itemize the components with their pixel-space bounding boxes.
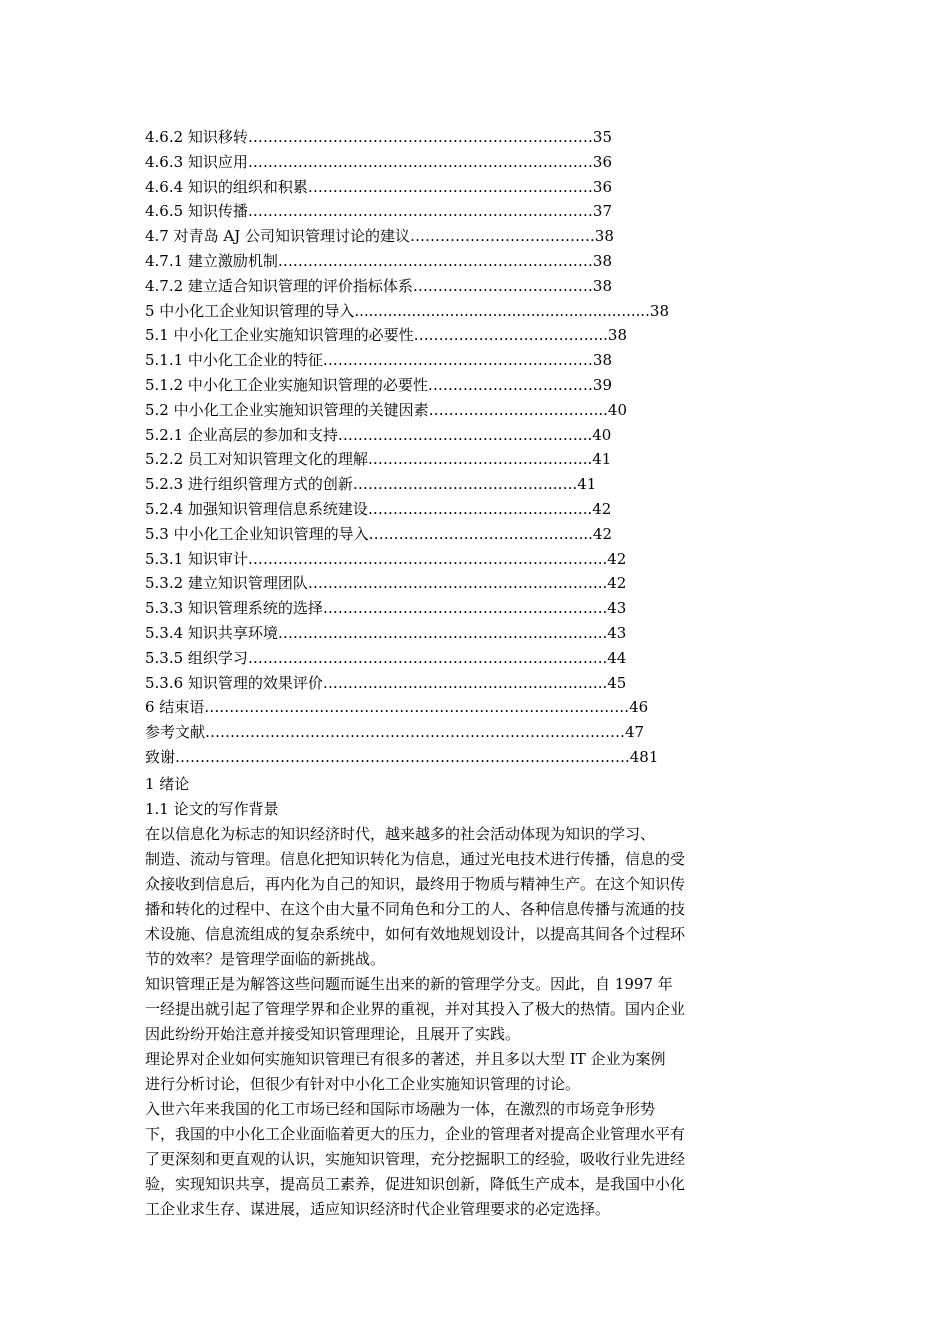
toc-entry: 5.2.4 加强知识管理信息系统建设……………………………………...42	[145, 499, 612, 518]
table-of-contents	[145, 125, 705, 770]
toc-entry: 4.6.5 知识传播……………………………………………………………37	[145, 202, 613, 221]
toc-entry: 5.3.1 知识审计……………………………………………………………...42	[145, 549, 627, 568]
text-line: 了更深刻和更直观的认识，实施知识管理，充分挖掘职工的经验，吸收行业先进经	[145, 1150, 686, 1168]
toc-entry: 5.3.4 知识共享环境………………………………………………………...43	[145, 623, 627, 642]
text-line: 进行分析讨论，但很少有针对中小化工企业实施知识管理的讨论。	[145, 1075, 581, 1093]
toc-entry: 5.2.2 员工对知识管理文化的理解……………………………………...41	[145, 450, 612, 469]
paragraph	[145, 972, 755, 1047]
paragraph	[145, 1097, 755, 1222]
toc-entry: 5.1.2 中小化工企业实施知识管理的必要性……………………………39	[145, 375, 613, 394]
toc-entry: 参考文献…………………………………………………………………………47	[145, 723, 645, 742]
paragraph	[145, 1047, 755, 1097]
toc-entry: 4.7.2 建立适合知识管理的评价指标体系………………………………38	[145, 276, 613, 295]
toc-entry: 5.2.3 进行组织管理方式的创新…………………………………..….41	[145, 475, 597, 494]
text-line: 众接收到信息后，再内化为自己的知识，最终用于物质与精神生产。在这个知识传	[145, 875, 686, 893]
toc-entry: 致谢……………………………………………………………………………….481	[145, 747, 659, 766]
section-heading: 1.1 论文的写作背景	[145, 800, 279, 818]
toc-entry: 5.3.5 组织学习……………………………………………………………...44	[145, 648, 627, 667]
text-line: 下，我国的中小化工企业面临着更大的压力，企业的管理者对提高企业管理水平有	[145, 1125, 686, 1143]
toc-entry: 5 中小化工企业知识管理的导入..............................................................38	[145, 301, 670, 320]
toc-entry: 5.3.6 知识管理的效果评价………………………………………………...45	[145, 673, 627, 692]
toc-entry: 5.2.1 企业高层的参加和支持…………………………………………...40	[145, 425, 612, 444]
text-line: 制造、流动与管理。信息化把知识转化为信息，通过光电技术进行传播，信息的受	[145, 850, 686, 868]
toc-entry: 5.3.2 建立知识管理团队…………………………………………………...42	[145, 574, 627, 593]
text-line: 播和转化的过程中、在这个由大量不同角色和分工的人、各种信息传播与流通的技	[145, 900, 686, 918]
text-line: 知识管理正是为解答这些问题而诞生出来的新的管理学分支。因此，自 1997 年	[145, 975, 673, 993]
text-line: 验，实现知识共享，提高员工素养，促进知识创新，降低生产成本，是我国中小化	[145, 1175, 686, 1193]
body-section	[145, 772, 755, 1222]
toc-entry: 5.2 中小化工企业实施知识管理的关键因素……………………………...40	[145, 400, 628, 419]
text-line: 入世六年来我国的化工市场已经和国际市场融为一体，在激烈的市场竞争形势	[145, 1100, 656, 1118]
text-line: 理论界对企业如何实施知识管理已有很多的著述，并且多以大型 IT 企业为案例	[145, 1050, 666, 1068]
text-line: 术设施、信息流组成的复杂系统中，如何有效地规划设计，以提高其间各个过程环	[145, 925, 686, 943]
text-line: 一经提出就引起了管理学界和企业界的重视，并对其投入了极大的热情。国内企业	[145, 1000, 686, 1018]
toc-entry: 4.6.2 知识移转……………………………………………………………35	[145, 128, 613, 146]
toc-entry: 5.1 中小化工企业实施知识管理的必要性………………………………...38	[145, 326, 628, 345]
text-line: 因此纷纷开始注意并接受知识管理理论，且展开了实践。	[145, 1025, 521, 1043]
toc-entry: 5.3 中小化工企业知识管理的导入……………………………………...42	[145, 524, 613, 543]
text-line: 工企业求生存、谋进展，适应知识经济时代企业管理要求的必定选择。	[145, 1200, 611, 1218]
chapter-heading: 1 绪论	[145, 775, 190, 793]
toc-entry: 4.6.3 知识应用……………………………………………………………36	[145, 152, 613, 171]
toc-entry: 4.7 对青岛 AJ 公司知识管理讨论的建议……………………………….38	[145, 227, 614, 246]
toc-entry: 6 结束语………………………………………………………………………….46	[145, 698, 649, 717]
text-line: 在以信息化为标志的知识经济时代，越来越多的社会活动体现为知识的学习、	[145, 825, 656, 843]
toc-entry: 4.6.4 知识的组织和积累…………………………………………………36	[145, 177, 613, 196]
toc-entry: 5.3.3 知识管理系统的选择………………………………………………...43	[145, 599, 627, 618]
toc-entry: 4.7.1 建立激励机制………………………………………………………38	[145, 251, 613, 270]
text-line: 节的效率？是管理学面临的新挑战。	[145, 950, 386, 968]
toc-entry: 5.1.1 中小化工企业的特征………………………………………………38	[145, 351, 613, 370]
paragraph	[145, 822, 755, 972]
